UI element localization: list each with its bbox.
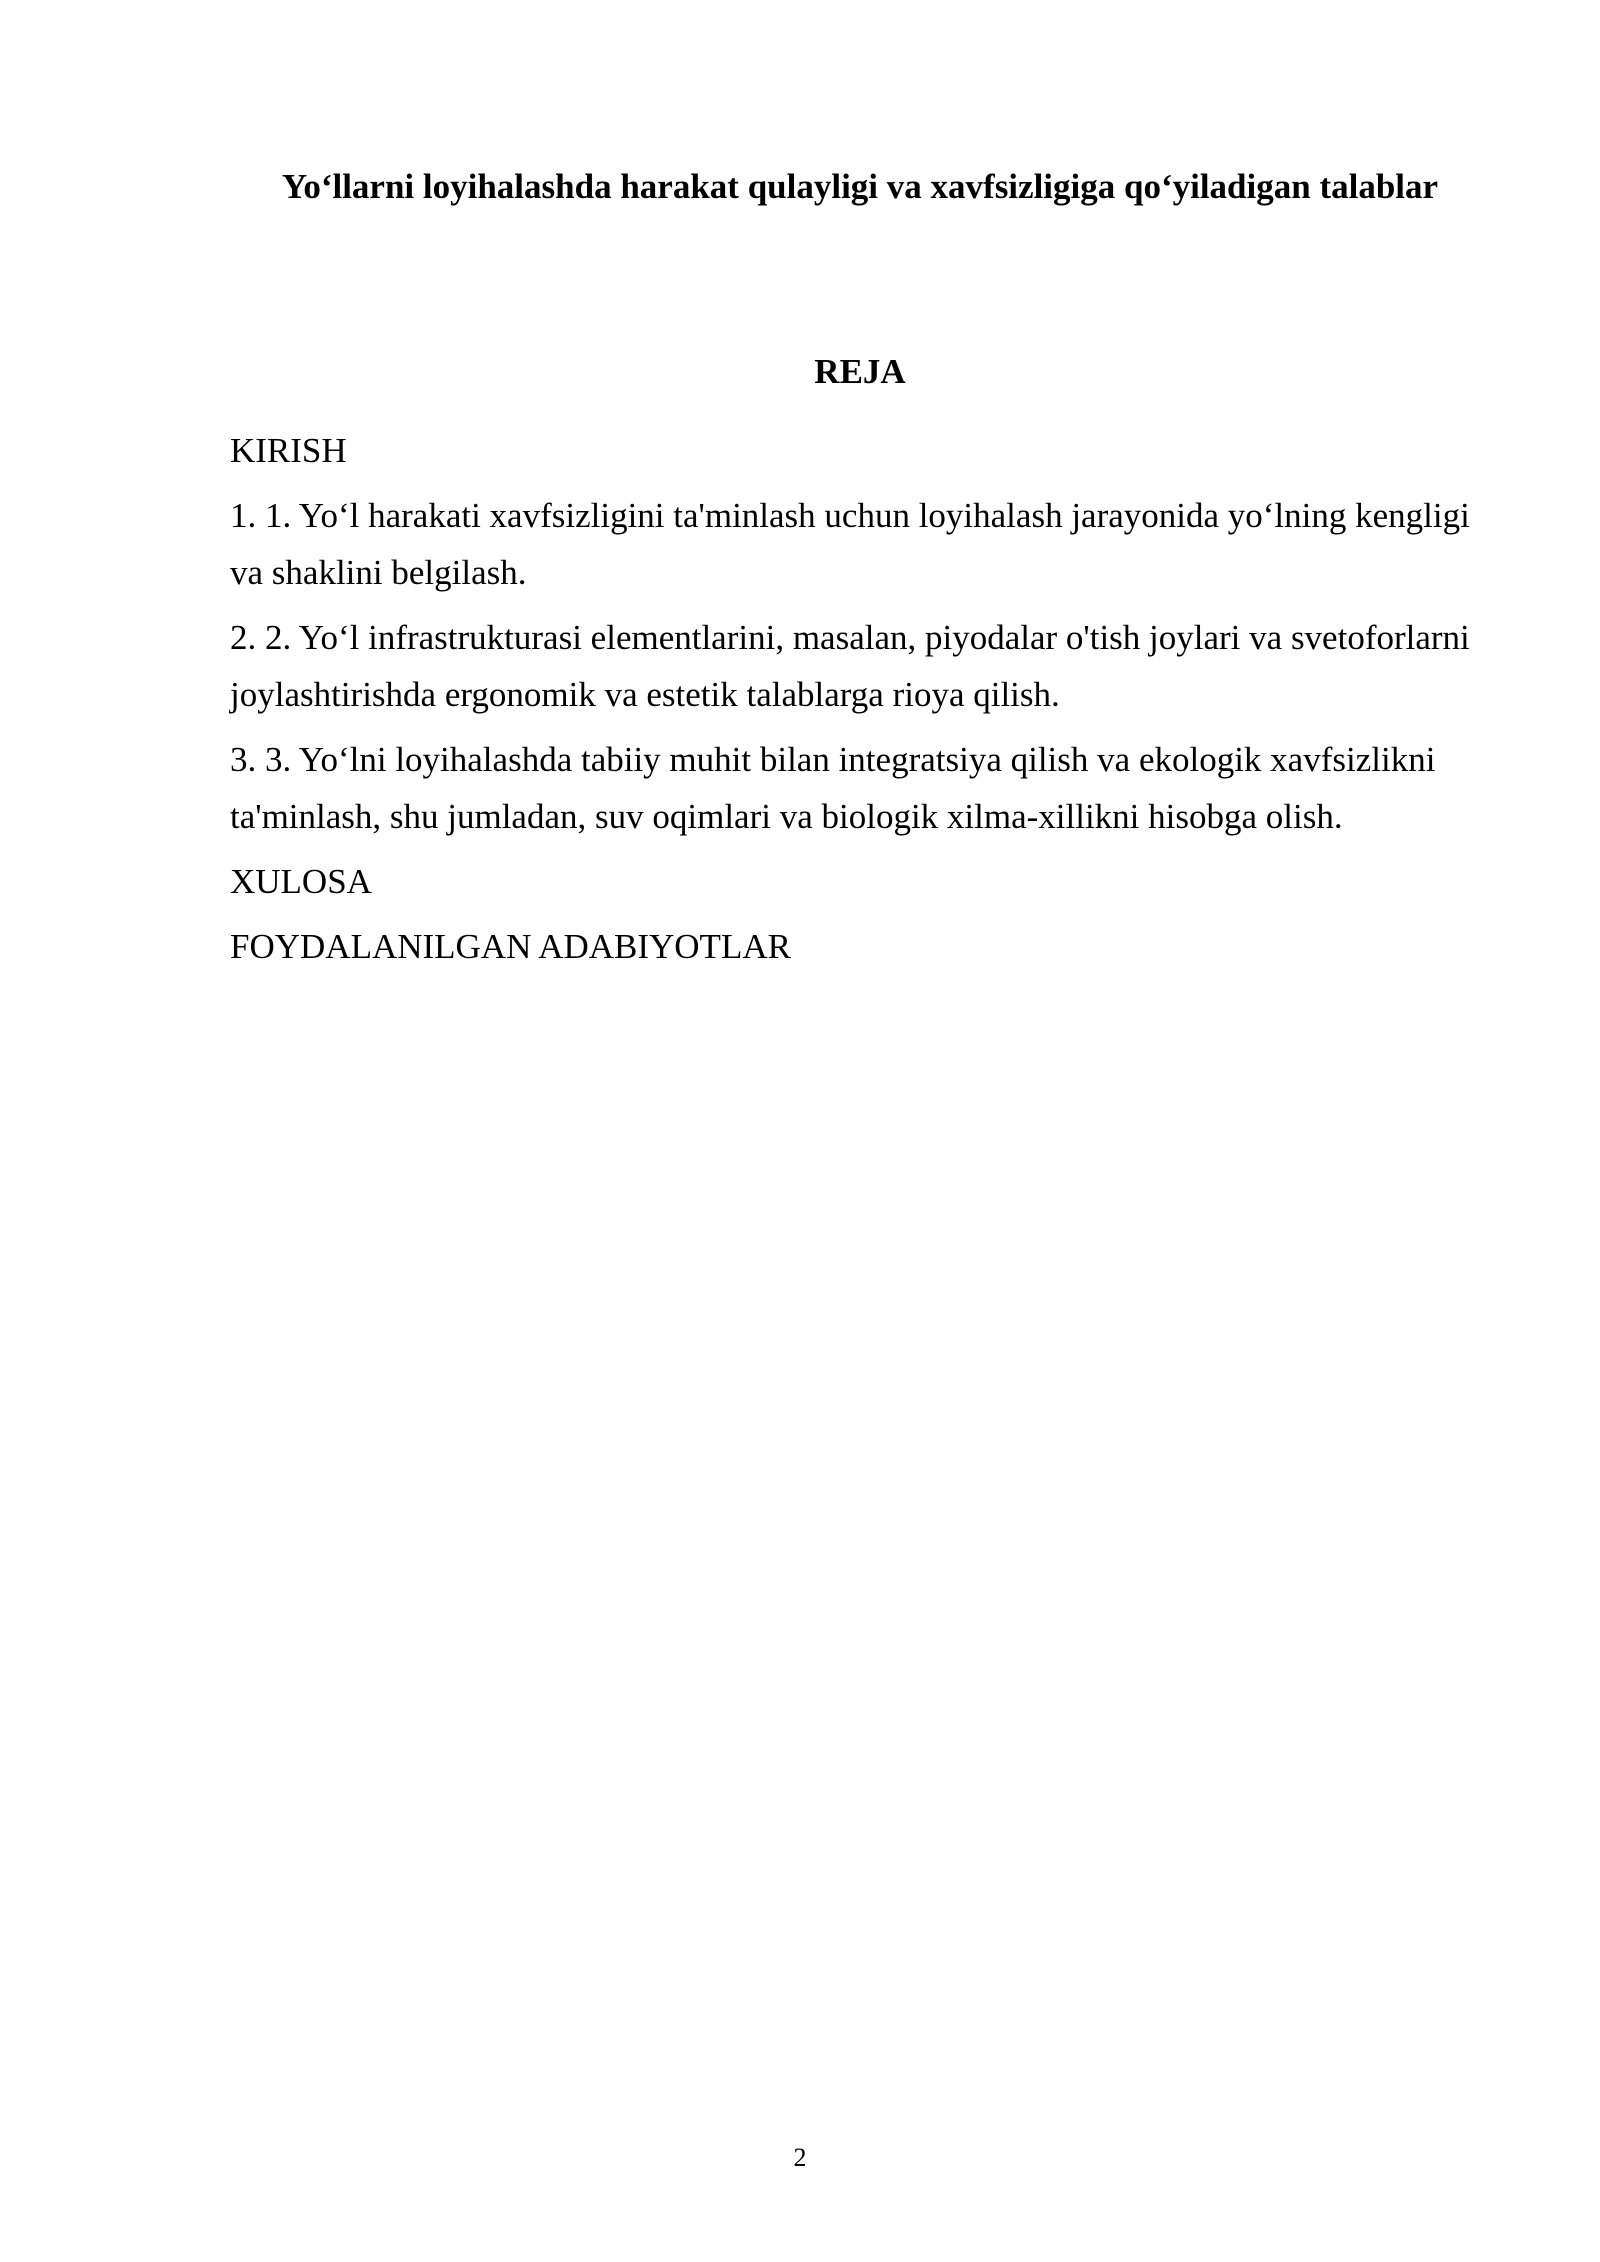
plan-item-intro: KIRISH	[230, 431, 347, 470]
plan-item-2: 2. 2. Yo‘l infrastrukturasi elementlarini, masalan, piyodalar o'tish joylari va svetoforlarni joylashtirishda ergonomik va estetik talablarga rioya qilish.	[230, 618, 1470, 714]
plan-item-1: 1. 1. Yo‘l harakati xavfsizligini ta'minlash uchun loyihalash jarayonida yo‘lning kengligi va shaklini belgilash.	[230, 496, 1470, 592]
plan-item-references: FOYDALANILGAN ADABIYOTLAR	[230, 927, 791, 966]
plan-list	[230, 422, 1480, 983]
plan-heading: REJA	[814, 352, 906, 391]
plan-item-3: 3. 3. Yo‘lni loyihalashda tabiiy muhit bilan integratsiya qilish va ekologik xavfsizlikni ta'minlash, shu jumladan, suv oqimlari va biologik xilma-xillikni hisobga olish.	[230, 740, 1436, 836]
document-title: Yo‘llarni loyihalashda harakat qulayligi va xavfsizligiga qo‘yiladigan talablar	[281, 167, 1439, 206]
page-number: 2	[793, 2143, 807, 2172]
plan-item-conclusion: XULOSA	[230, 862, 372, 901]
